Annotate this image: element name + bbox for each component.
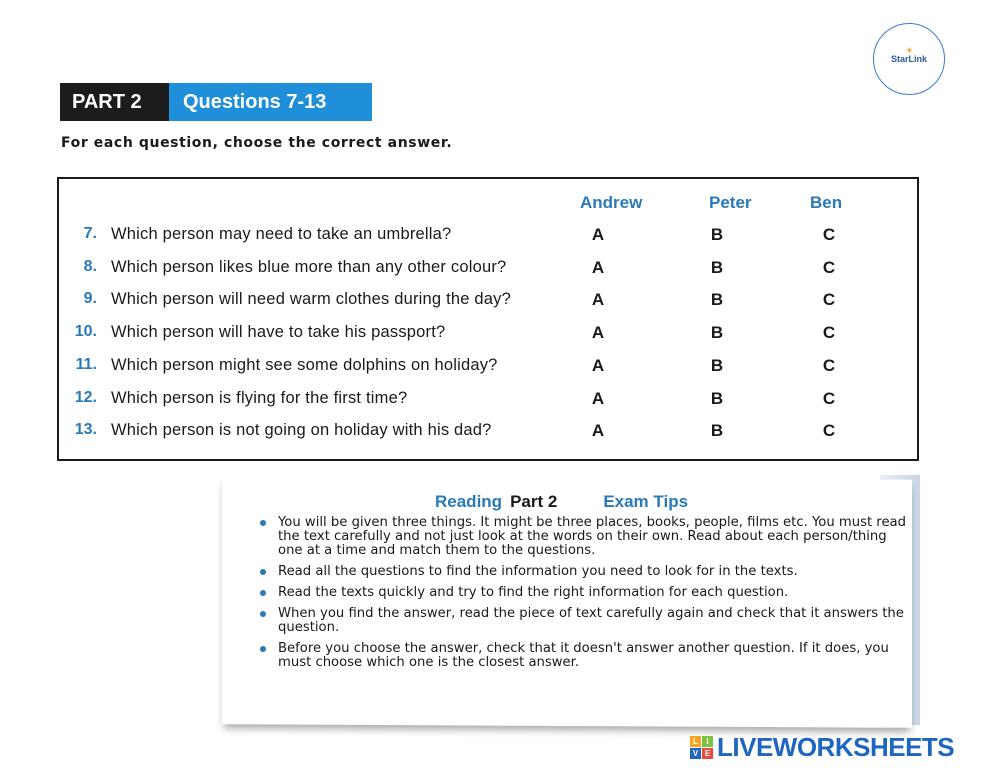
answer-option-a[interactable]: A (591, 421, 605, 441)
answer-option-c[interactable]: C (822, 323, 836, 343)
tips-title-part: Part 2 (510, 492, 558, 511)
tip-text: Read the texts quickly and try to find the right information for each question. (278, 585, 789, 600)
tip-item (258, 642, 908, 670)
question-text: Which person likes blue more than any other colour? (111, 257, 507, 276)
tip-text: You will be given three things. It might be three places, books, people, films etc. You must read the text carefully and not just look at the words on their own. Read about each person/thing one at a time and match them to the questions. (278, 515, 907, 558)
part-header (60, 83, 372, 121)
question-number: 11. (75, 355, 97, 373)
instruction-text: For each question, choose the correct answer. (61, 135, 453, 151)
tip-item (258, 565, 908, 579)
question-row (59, 356, 917, 388)
answer-option-a[interactable]: A (591, 355, 605, 375)
question-text: Which person might see some dolphins on holiday? (111, 355, 498, 374)
column-header-ben: Ben (810, 193, 843, 212)
answer-option-a[interactable]: A (591, 323, 605, 343)
question-number: 7. (83, 225, 97, 242)
question-text: Which person is not going on holiday with his dad? (111, 421, 492, 440)
question-row (59, 323, 917, 355)
answer-option-a[interactable]: A (591, 257, 605, 277)
answer-option-c[interactable]: C (822, 388, 836, 408)
answer-option-c[interactable]: C (822, 421, 836, 441)
answer-option-c[interactable]: C (822, 290, 836, 310)
starlink-logo (873, 23, 945, 95)
question-row (59, 421, 917, 453)
answer-option-c[interactable]: C (822, 355, 836, 375)
question-number: 9. (83, 290, 97, 308)
tip-item (258, 607, 908, 635)
question-row (59, 258, 917, 290)
tip-text: When you find the answer, read the piece of text carefully again and check that it answers the question. (278, 606, 904, 635)
tip-text: Read all the questions to find the information you need to look for in the texts. (278, 564, 798, 579)
bullet-icon (260, 520, 266, 526)
tip-text: Before you choose the answer, check that it doesn't answer another question. If it does, you must choose which one is the closest answer. (278, 641, 889, 670)
answer-option-b[interactable]: B (710, 225, 724, 244)
starlink-logo-text: StarLink (890, 54, 927, 64)
answer-option-b[interactable]: B (710, 257, 724, 277)
answer-option-b[interactable]: B (710, 421, 724, 441)
liveworksheets-logo (690, 732, 954, 763)
lw-square-v: V (690, 748, 701, 759)
tips-title-exam: Exam Tips (603, 492, 689, 511)
tips-title-reading: Reading (435, 492, 503, 511)
question-text: Which person is flying for the first time? (111, 388, 408, 407)
questions-range-label: Questions 7-13 (169, 83, 372, 121)
bullet-icon (260, 611, 266, 617)
answer-option-b[interactable]: B (710, 388, 724, 408)
question-number: 13. (74, 421, 97, 439)
answer-option-b[interactable]: B (710, 290, 724, 310)
lw-square-l: L (690, 736, 701, 747)
bullet-icon (260, 569, 266, 575)
bullet-icon (260, 590, 266, 596)
answer-option-b[interactable]: B (710, 355, 724, 375)
answer-option-c[interactable]: C (822, 257, 836, 277)
question-row (59, 290, 917, 322)
answer-option-a[interactable]: A (591, 388, 605, 408)
answer-option-b[interactable]: B (710, 323, 724, 343)
bullet-icon (260, 646, 266, 652)
question-text: Which person will need warm clothes during the day? (111, 290, 511, 309)
question-row (59, 225, 917, 257)
question-number: 8. (83, 257, 97, 275)
lw-square-e: E (702, 748, 713, 759)
questions-table (57, 177, 919, 461)
lw-square-i: I (702, 736, 713, 747)
tip-item (258, 516, 908, 558)
column-header-peter: Peter (709, 193, 752, 212)
exam-tips-title (435, 492, 688, 512)
question-number: 12. (74, 388, 97, 406)
answer-option-a[interactable]: A (591, 225, 605, 244)
tip-item (258, 586, 908, 600)
part-label: PART 2 (60, 83, 169, 121)
star-icon: ✦ (906, 46, 913, 55)
answer-option-a[interactable]: A (591, 290, 605, 310)
liveworksheets-icon (690, 736, 713, 759)
exam-tips-list (258, 516, 908, 677)
question-text: Which person will have to take his passport? (111, 323, 446, 342)
question-number: 10. (74, 323, 97, 341)
question-text: Which person may need to take an umbrella? (111, 225, 452, 243)
answer-option-c[interactable]: C (822, 225, 836, 244)
question-row (59, 389, 917, 421)
column-header-andrew: Andrew (580, 193, 643, 212)
liveworksheets-text: LIVEWORKSHEETS (717, 732, 955, 762)
